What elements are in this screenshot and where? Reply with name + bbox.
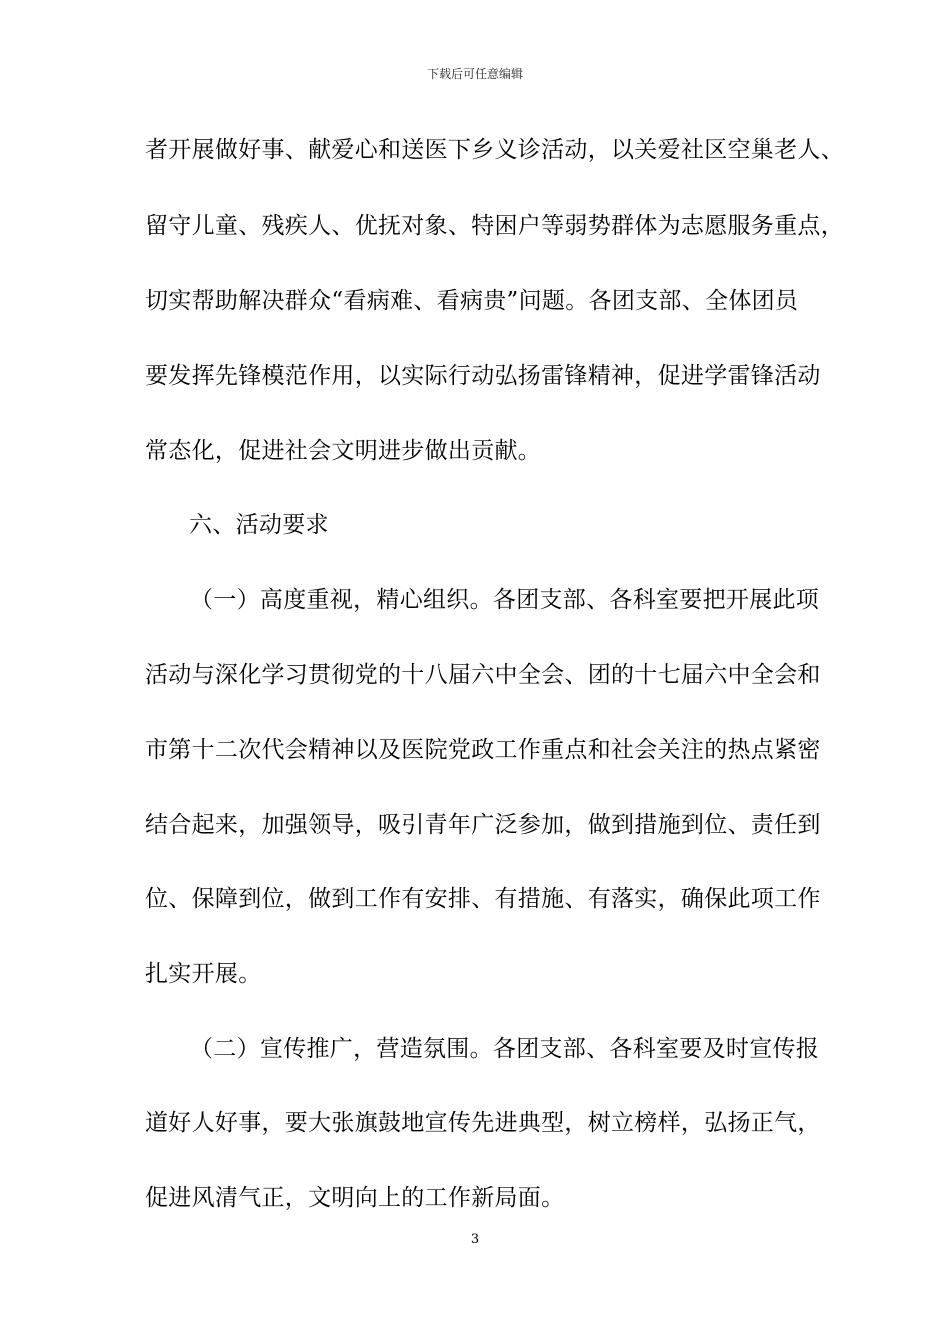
body-line: 要发挥先锋模范作用，以实际行动弘扬雷锋精神，促进学雷锋活动	[145, 363, 821, 389]
body-line: 结合起来，加强领导，吸引青年广泛参加，做到措施到位、责任到	[145, 812, 821, 838]
body-line: 位、保障到位，做到工作有安排、有措施、有落实，确保此项工作	[145, 886, 821, 912]
body-line: 留守儿童、残疾人、优抚对象、特困户等弱势群体为志愿服务重点，	[145, 213, 844, 239]
section-heading: 六、活动要求	[189, 512, 329, 538]
body-line: （二）宣传推广，营造氛围。各团支部、各科室要及时宣传报	[190, 1036, 820, 1062]
page-number: 3	[470, 1232, 480, 1247]
body-line: 切实帮助解决群众“看病难、看病贵”问题。各团支部、全体团员	[145, 288, 799, 314]
body-line: 常态化，促进社会文明进步做出贡献。	[145, 438, 542, 464]
body-line: 道好人好事，要大张旗鼓地宣传先进典型，树立榜样，弘扬正气，	[145, 1110, 821, 1136]
body-line: 者开展做好事、献爱心和送医下乡义诊活动，以关爱社区空巢老人、	[145, 137, 844, 163]
body-line: 活动与深化学习贯彻党的十八届六中全会、团的十七届六中全会和	[145, 662, 821, 688]
body-line: 扎实开展。	[145, 961, 262, 987]
body-line: 促进风清气正，文明向上的工作新局面。	[145, 1185, 565, 1211]
body-line: 市第十二次代会精神以及医院党政工作重点和社会关注的热点紧密	[145, 737, 821, 763]
page-header: 下载后可任意编辑	[426, 67, 523, 81]
body-line: （一）高度重视，精心组织。各团支部、各科室要把开展此项	[190, 587, 820, 613]
